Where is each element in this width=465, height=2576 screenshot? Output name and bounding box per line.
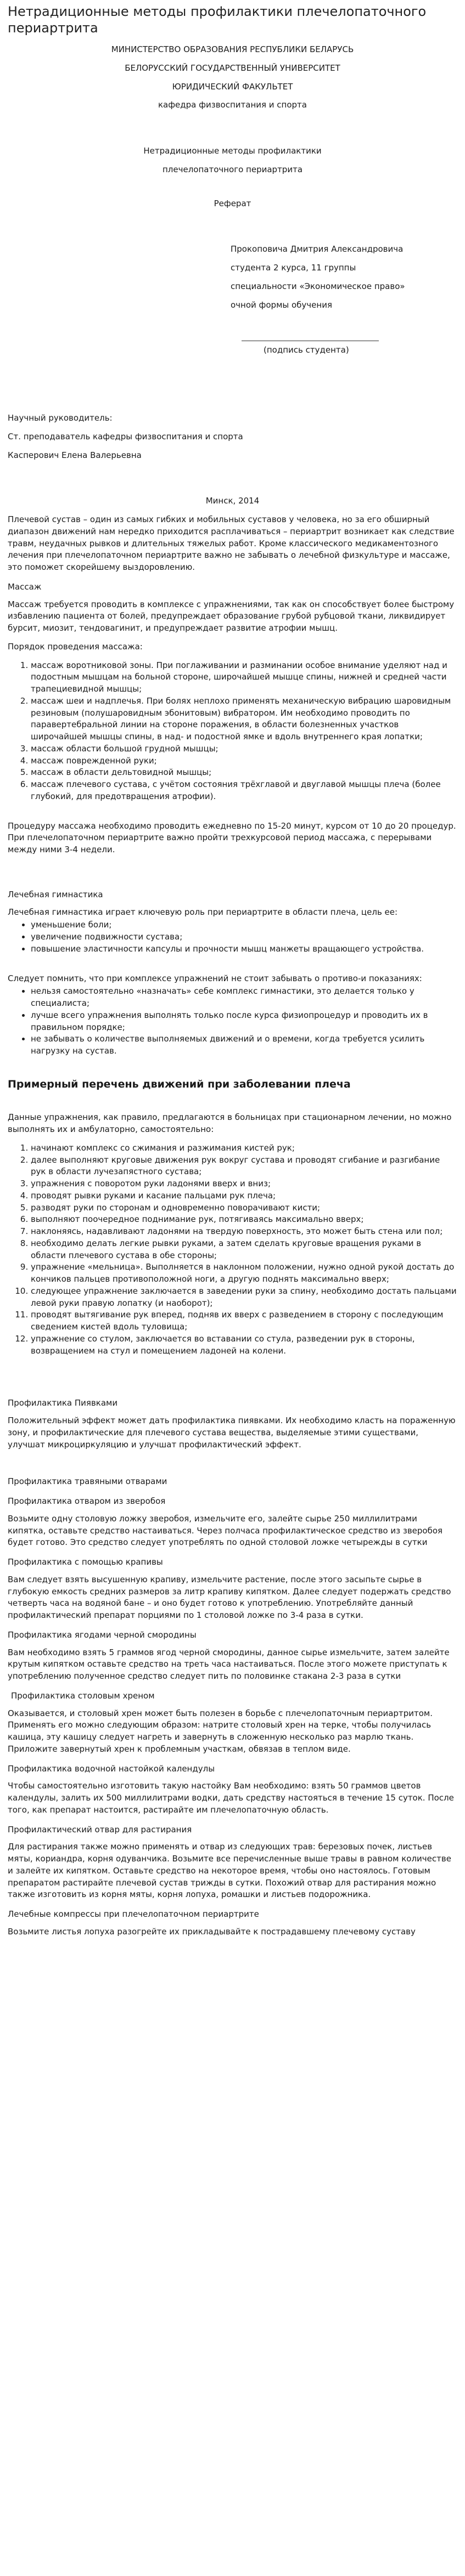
list-item: • нельзя самостоятельно «назначать» себе комплекс гимнастики, это делается только у специалиста;: [31, 986, 457, 1010]
intro-paragraph: Плечевой сустав – один из самых гибких и мобильных суставов у человека, но за его обширный диапазон движений нам нередко приходится расплачиваться – периартрит возникает как следствие травм, неудачных рывков и длительных тяжелых работ. Кроме классического медикаментозного лечения при плечелопаточном периартрите важно не забывать о лечебной физкультуре и массаже, это поможет скорейшему выздоровлению.: [8, 514, 455, 572]
document-title: Нетрадиционные методы профилактики плечелопаточного периартрита: [8, 4, 427, 36]
list-item: 4. массаж поврежденной руки;: [31, 755, 457, 767]
list-item: 6. массаж плечевого сустава, с учётом состояния трёхглавой и двуглавой мышцы плеча (более глубокий, для предотвращения атрофии).: [31, 779, 457, 803]
horseradish-heading: Профилактика столовым хреном: [11, 1690, 155, 1701]
list-item: 8. необходимо делать легкие рывки руками, а затем сделать круговые вращения руками в области плечевого сустава в обе стороны;: [31, 1238, 457, 1262]
signature-caption: (подпись студента): [264, 345, 349, 355]
list-item: 2. массаж шеи и надплечья. При болях неплохо применять механическую вибрацию шаровидным резиновым (полушаровидным эбонитовым) вибратором. Им необходимо проводить по паравертебральной линии на стороне поражения, в области болезненных участков широчайшей мышцы спины, в над- и подостной ямке и вдоль внутреннего края лопатки;: [31, 695, 457, 743]
exercises-heading: Примерный перечень движений при заболевании плеча: [8, 1078, 351, 1090]
city-year: Минск, 2014: [205, 496, 260, 506]
massage-order-label: Порядок проведения массажа:: [8, 641, 143, 652]
currant-paragraph: Вам необходимо взять 5 граммов ягод черной смородины, данное сырье измельчите, затем залейте крутым кипятком оставьте средство на треть часа настаиваться. После этого можете приступать к употреблению полученное средство следует пить по половинке стакана 2-3 раза в сутки: [8, 1647, 450, 1682]
student-form: очной формы обучения: [231, 299, 332, 310]
list-item: • увеличение подвижности сустава;: [31, 931, 457, 943]
university-line: БЕЛОРУССКИЙ ГОСУДАРСТВЕННЫЙ УНИВЕРСИТЕТ: [125, 63, 340, 73]
student-info-block: [8, 244, 457, 356]
leech-heading: Профилактика Пиявками: [8, 1398, 118, 1408]
list-item: 5. разводят руки по сторонам и одновременно поворачивают кисти;: [31, 1202, 457, 1214]
collection-paragraph: Для растирания также можно применять и отвар из следующих трав: березовых почек, листьев мяты, кориандра, корня одуванчика. Возьмите все перечисленные выше травы в равном количестве и залейте их кипятком. Оставьте средство на некоторое время, чтобы оно настоялось. Готовым препаратом растирайте плечевой сустав трижды в сутки. Похожий отвар для растирания можно также изготовить из корня мяты, корня лопуха, ромашки и листьев подорожника.: [8, 1842, 451, 1900]
massage-section: [8, 581, 457, 856]
list-item: 2. далее выполняют круговые движения рук вокруг сустава и проводят сгибание и разгибание рук в области лучезапястного сустава;: [31, 1154, 457, 1179]
supervisor-name: Касперович Елена Валерьевна: [8, 450, 142, 460]
list-item: • лучше всего упражнения выполнять только после курса физиопроцедур и проводить их в правильном порядке;: [31, 1010, 457, 1034]
list-item: 6. выполняют поочередное поднимание рук, потягиваясь максимально вверх;: [31, 1214, 457, 1226]
supervisor-position: Ст. преподаватель кафедры физвоспитания и спорта: [8, 431, 243, 441]
list-item: 7. наклоняясь, надавливают ладонями на твердую поверхность, это может быть стена или пол;: [31, 1226, 457, 1238]
lfk-goals-list: [8, 919, 457, 955]
list-item: 1. начинают комплекс со сжимания и разжимания кистей рук;: [31, 1142, 457, 1154]
lfk-warnings-list: [8, 986, 457, 1057]
massage-heading: Массаж: [8, 581, 42, 592]
supervisor-label: Научный руководитель:: [8, 413, 113, 423]
topic-line-1: Нетрадиционные методы профилактики: [143, 146, 322, 156]
list-item: • не забывать о количестве выполняемых движений и о времени, когда требуется усилить нагрузку на сустав.: [31, 1033, 457, 1057]
list-item: 11. проводят вытягивание рук вперед, подняв их вверх с разведением в сторону с последующим сведением кистей вдоль туловища;: [31, 1309, 457, 1333]
document-type: Реферат: [214, 198, 251, 208]
horseradish-paragraph: Оказывается, и столовый хрен может быть полезен в борьбе с плечелопаточным периартритом. Применять его можно следующим образом: натрите столовый хрен на терке, чтобы получилась кашица, эту кашицу следует нагреть и завернуть в сложенную несколько раз марлю ткань. Приложите завернутый хрен к проблемным участкам, обвязав в теплом виде.: [8, 1708, 433, 1754]
lfk-paragraph: Лечебная гимнастика играет ключевую роль при периартрите в области плеча, цель ее:: [8, 907, 398, 917]
herbs-heading: Профилактика травяными отварами: [8, 1476, 167, 1487]
list-item: 1. массаж воротниковой зоны. При поглаживании и разминании особое внимание уделяют над и подостным мышцам на больной стороне, широчайшей мышце спины, нижней и средней части трапециевидной мышцы;: [31, 660, 457, 695]
exercises-list: [8, 1142, 457, 1357]
exercises-section: [8, 1077, 457, 1357]
massage-steps-list: [8, 660, 457, 803]
list-item: 9. упражнение «мельница». Выполняется в наклонном положении, нужно одной рукой достать до кончиков пальцев противоположной ноги, а другую поднять максимально вверх;: [31, 1261, 457, 1286]
cover-page: [8, 44, 457, 507]
wort-heading: Профилактика отваром из зверобоя: [8, 1496, 166, 1507]
compress-heading: Лечебные компрессы при плечелопаточном периартрите: [8, 1909, 259, 1920]
nettle-heading: Профилактика с помощью крапивы: [8, 1557, 163, 1567]
list-item: • повышение эластичности капсулы и прочности мышц манжеты вращающего устройства.: [31, 943, 457, 955]
list-item: 10. следующее упражнение заключается в заведении руки за спину, необходимо достать пальцами левой руки правую лопатку (и наоборот);: [31, 1286, 457, 1310]
department-line: кафедра физвоспитания и спорта: [158, 100, 307, 110]
lfk-heading: Лечебная гимнастика: [8, 889, 103, 899]
student-speciality: специальности «Экономическое право»: [231, 281, 405, 291]
calendula-paragraph: Чтобы самостоятельно изготовить такую настойку Вам необходимо: взять 50 граммов цветов календулы, залить их 500 миллилитрами водки, дать средству настояться в течение 15 суток. После того, как препарат настоится, растирайте им плечелопаточную область.: [8, 1781, 454, 1815]
faculty-line: ЮРИДИЧЕСКИЙ ФАКУЛЬТЕТ: [172, 81, 293, 92]
list-item: 5. массаж в области дельтовидной мышцы;: [31, 767, 457, 779]
nettle-paragraph: Вам следует взять высушенную крапиву, измельчите растение, после этого засыпьте сырье в глубокую емкость средних размеров за литр крапиву кипятком. Далее следует подержать средство четверть часа на водяной бане – и оно будет готово к употреблению. Употребляйте данный профилактический препарат порциями по 1 столовой ложке по 3-4 раза в сутки.: [8, 1574, 451, 1621]
lfk-warning-paragraph: Следует помнить, что при комплексе упражнений не стоит забывать о противо-и показаниях:: [8, 973, 422, 983]
list-item: 12. упражнение со стулом, заключается во вставании со стула, разведении рук в стороны, возвращением на стул и помещением ладоней на колени.: [31, 1333, 457, 1357]
currant-heading: Профилактика ягодами черной смородины: [8, 1629, 197, 1640]
collection-heading: Профилактический отвар для растирания: [8, 1824, 192, 1835]
list-item: • уменьшение боли;: [31, 919, 457, 931]
list-item: 4. проводят рывки руками и касание пальцами рук плеча;: [31, 1190, 457, 1202]
wort-paragraph: Возьмите одну столовую ложку зверобоя, измельчите его, залейте сырье 250 миллилитрами кипятка, оставьте средство настаиваться. Через полчаса профилактическое средство из зверобоя будет готово. Это средство следует употреблять по одной столовой ложке четырежды в сутки: [8, 1513, 443, 1548]
student-course: студента 2 курса, 11 группы: [231, 263, 356, 273]
exercises-intro: Данные упражнения, как правило, предлагаются в больницах при стационарном лечении, но можно выполнять их и амбулаторно, самостоятельно:: [8, 1112, 452, 1135]
document-page: [0, 3, 465, 1938]
student-name: Прокоповича Дмитрия Александровича: [231, 244, 404, 254]
ministry-line: МИНИСТЕРСТВО ОБРАЗОВАНИЯ РЕСПУБЛИКИ БЕЛАРУСЬ: [111, 44, 354, 54]
leech-paragraph: Положительный эффект может дать профилактика пиявками. Их необходимо класть на пораженную зону, и профилактические для плечевого сустава вещества, выделяемые этими существами, улучшат микроциркуляцию и улучшат профилактический эффект.: [8, 1416, 456, 1450]
topic-line-2: плечелопаточного периартрита: [162, 164, 303, 174]
massage-after-paragraph: Процедуру массажа необходимо проводить ежедневно по 15-20 минут, курсом от 10 до 20 процедур. При плечелопаточном периартрите важно пройти трехкурсовой период массажа, с перерывами между ними 3-4 недели.: [8, 820, 456, 854]
lfk-section: [8, 889, 457, 1057]
calendula-heading: Профилактика водочной настойкой календулы: [8, 1763, 215, 1774]
list-item: 3. массаж области большой грудной мышцы;: [31, 743, 457, 755]
list-item: 3. упражнения с поворотом руки ладонями вверх и вниз;: [31, 1178, 457, 1190]
massage-paragraph: Массаж требуется проводить в комплексе с упражнениями, так как он способствует более быстрому избавлению пациента от болей, предупреждает образование грубой рубцовой ткани, ликвидирует бурсит, миозит, тендовагинит, и предупреждает развитие атрофии мышц.: [8, 599, 455, 633]
folk-methods-section: [8, 1397, 457, 1938]
compress-paragraph: Возьмите листья лопуха разогрейте их прикладывайте к пострадавшему плечевому суставу: [8, 1926, 416, 1937]
